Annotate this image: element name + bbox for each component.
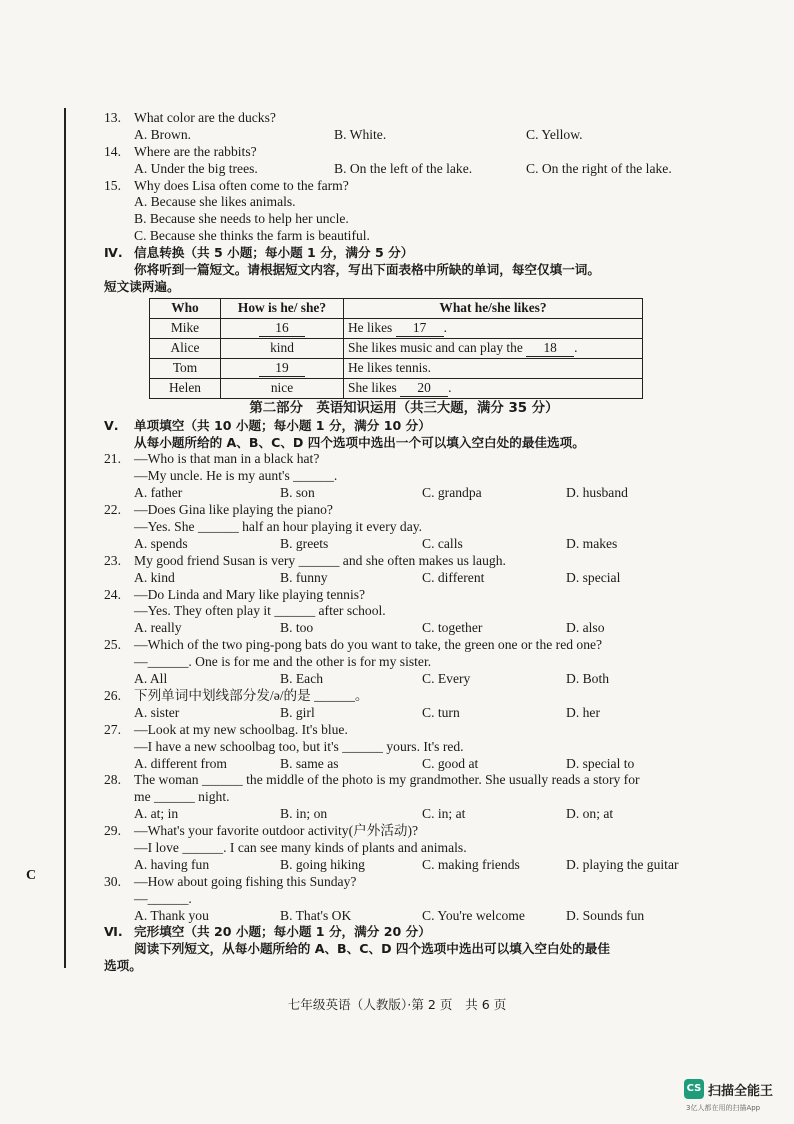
binding-margin-line — [64, 108, 66, 968]
section-5-heading: Ⅴ. 单项填空（共 10 小题；每小题 1 分，满分 10 分） — [104, 417, 431, 433]
question-options — [104, 620, 704, 637]
part-2-title: 第二部分 英语知识运用（共三大题，满分 35 分） — [249, 400, 559, 416]
question-line: —Yes. They often play it ______ after school. — [134, 603, 386, 619]
option: B. That's OK — [280, 907, 352, 923]
question-15: 15. Why does Lisa often come to the farm? — [104, 177, 349, 193]
column-header: Who — [150, 298, 221, 318]
option: C. different — [422, 569, 485, 585]
section-4-instruction: 你将听到一篇短文。请根据短文内容，写出下面表格中所缺的单词，每空仅填一词。 — [134, 262, 600, 278]
option: C. Yellow. — [526, 126, 583, 142]
table-row: Helen nice She likes 20 . — [150, 378, 643, 398]
question-13-options — [104, 127, 704, 144]
option: C. Every — [422, 671, 471, 687]
option: A. Brown. — [134, 126, 192, 142]
question-25: 25. —Which of the two ping-pong bats do you want to take, the green one or the red one? — [104, 637, 603, 653]
question-line: —I love ______. I can see many kinds of plants and animals. — [134, 839, 467, 855]
question-14-options — [104, 161, 704, 178]
option: B. greets — [280, 535, 329, 551]
answer-blank: 20 — [400, 380, 448, 397]
option: B. girl — [280, 704, 315, 720]
option: A. sister — [134, 704, 180, 720]
question-23: 23. My good friend Susan is very ______ and she often makes us laugh. — [104, 552, 506, 568]
question-13: 13. What color are the ducks? — [104, 110, 276, 125]
question-line: —My uncle. He is my aunt's ______. — [134, 468, 338, 484]
table-row: Tom 19 He likes tennis. — [150, 358, 643, 378]
watermark-name: 扫描全能王 — [708, 1084, 774, 1099]
question-line: —______. One is for me and the other is for my sister. — [134, 654, 432, 670]
option: B. On the left of the lake. — [334, 160, 473, 176]
watermark-tagline: 3亿人都在用的扫描App — [686, 1104, 761, 1112]
option: A. really — [134, 620, 182, 636]
question-21: 21. —Who is that man in a black hat? — [104, 451, 320, 467]
option: D. special to — [566, 755, 635, 771]
question-options — [104, 806, 704, 823]
option: A. Under the big trees. — [134, 160, 258, 176]
option: D. special — [566, 569, 621, 585]
option: A. at; in — [134, 806, 179, 822]
question-options — [104, 485, 704, 502]
option: B. too — [280, 620, 314, 636]
option: D. makes — [566, 535, 618, 551]
question-line: —______. — [134, 890, 192, 906]
question-options — [104, 857, 704, 874]
question-22: 22. —Does Gina like playing the piano? — [104, 502, 333, 518]
option: D. also — [566, 620, 605, 636]
option: C. turn — [422, 704, 460, 720]
question-options — [104, 705, 704, 722]
option: D. on; at — [566, 806, 614, 822]
question-options — [104, 570, 704, 587]
scanner-watermark — [684, 1079, 792, 1117]
option: B. going hiking — [280, 856, 365, 872]
side-mark: C — [26, 868, 37, 883]
table-row: Alice kind She likes music and can play the 18 . — [150, 338, 643, 358]
option: C. calls — [422, 535, 463, 551]
option: B. Because she needs to help her uncle. — [134, 211, 349, 227]
question-options — [104, 756, 704, 773]
option: A. Thank you — [134, 907, 209, 923]
section-6-heading: Ⅵ. 完形填空（共 20 小题；每小题 1 分，满分 20 分） — [104, 924, 431, 940]
option: C. Because she thinks the farm is beautiful. — [134, 228, 370, 244]
option: D. Both — [566, 671, 610, 687]
option: A. having fun — [134, 856, 210, 872]
question-line: —Yes. She ______ half an hour playing it every day. — [134, 519, 423, 535]
info-table — [149, 298, 643, 399]
answer-blank: 19 — [259, 360, 305, 377]
option: A. father — [134, 485, 183, 501]
question-28: 28. The woman ______ the middle of the photo is my grandmother. She usually reads a story for — [104, 772, 640, 788]
option: B. Each — [280, 671, 324, 687]
option: D. Sounds fun — [566, 907, 645, 923]
option: A. spends — [134, 535, 188, 551]
multiple-choice-list — [104, 451, 704, 924]
question-options — [104, 671, 704, 688]
option: A. different from — [134, 755, 227, 771]
answer-blank: 16 — [259, 320, 305, 337]
option: C. good at — [422, 755, 479, 771]
answer-blank: 18 — [526, 340, 574, 357]
section-6-instruction: 阅读下列短文，从每小题所给的 A、B、C、D 四个选项中选出可以填入空白处的最佳 — [134, 941, 610, 957]
option: A. All — [134, 671, 168, 687]
option: C. making friends — [422, 856, 520, 872]
table-row: Mike 16 He likes 17 . — [150, 318, 643, 338]
answer-blank: 17 — [396, 320, 444, 337]
option: D. playing the guitar — [566, 856, 679, 872]
page-footer: 七年级英语（人教版）·第 2 页 共 6 页 — [287, 997, 507, 1012]
option: B. son — [280, 485, 315, 501]
option: B. in; on — [280, 806, 328, 822]
option: D. husband — [566, 485, 628, 501]
option: C. You're welcome — [422, 907, 525, 923]
question-line: —I have a new schoolbag too, but it's ______ yours. It's red. — [134, 738, 464, 754]
question-24: 24. —Do Linda and Mary like playing tennis? — [104, 586, 366, 602]
option: C. in; at — [422, 806, 466, 822]
section-5-instruction: 从每小题所给的 A、B、C、D 四个选项中选出一个可以填入空白处的最佳选项。 — [134, 434, 585, 450]
section-4-heading: Ⅳ. 信息转换（共 5 小题；每小题 1 分，满分 5 分） — [104, 245, 414, 261]
question-options — [104, 908, 704, 925]
question-30: 30. —How about going fishing this Sunday? — [104, 873, 357, 889]
option: C. grandpa — [422, 485, 482, 501]
cs-logo-icon: CS — [684, 1079, 704, 1099]
option: B. same as — [280, 755, 339, 771]
option: D. her — [566, 704, 600, 720]
question-26: 26. 下列单词中划线部分发/ə/的是 ______。 — [104, 687, 369, 703]
question-27: 27. —Look at my new schoolbag. It's blue. — [104, 721, 348, 737]
question-14: 14. Where are the rabbits? — [104, 143, 257, 159]
question-line: me ______ night. — [134, 789, 230, 805]
option: B. funny — [280, 569, 328, 585]
option: A. kind — [134, 569, 175, 585]
option: C. On the right of the lake. — [526, 160, 672, 176]
option: A. Because she likes animals. — [134, 194, 296, 210]
exam-content: 13. What color are the ducks? A. Brown. B. White. C. Yellow. 14. Where are the rabbits? A. Under the big trees. B. On the left of the lake. C. On the right of the lake. 15. Why does Lisa often come to the farm? A. Because she likes animals. B. Because she needs to help her uncle. C. Because she thinks the farm is beautiful. Ⅳ. 信息转换（共 5 小题；每小题 1 分，满分 5 分） 你将听到一篇短文。请根据短文内容，写出下面表格中所缺的单词，每空仅填一词。 短文读两遍。 Who How is he/ she? What he/she likes? Mike 16 He likes 17 . Alice kind She likes music and can play the 18 . Tom 19 He likes tennis. Helen nice She likes 20 . 第二部分 英语知识运用（共三大题，满分 35 分） Ⅴ. 单项填空（共 10 小题；每小题 1 分，满分 10 分） 从每小题所给的 A、B、C、D 四个选项中选出一个可以填入空白处的最佳选项。 21. —Who is that man in a black hat? —My uncle. He is my aunt's ______. A. father B. son C. grandpa D. husband 22. —Does Gina like playing the piano? —Yes. She ______ half an hour playing it every day. A. spends B. greets C. calls D. makes 23. My good friend Susan is very ______ and she often makes us laugh. A. kind B. funny C. different D. special 24. —Do Linda and Mary like playing tennis? —Yes. They often play it ______ after school. A. really B. too C. together D. also 25. —Which of the two ping-pong bats do you want to take, the green one or the red one? —______. One is for me and the other is for my sister. A. All B. Each C. Every D. Both 26. 下列单词中划线部分发/ə/的是 ______。 A. sister B. girl C. turn D. her 27. —Look at my new schoolbag. It's blue. —I have a new schoolbag too, but it's ______ yours. It's red. A. different from B. same as C. good at D. special to 28. The woman ______ the middle of the photo is my grandmother. She usually reads a story for me ______ night. A. at; in B. in; on C. in; at D. on; at 29. —What's your favorite outdoor activity(户外活动)? —I love ______. I can see many kinds of plants and animals. A. having fun B. going hiking C. making friends D. playing the guitar 30. —How about going fishing this Sunday? —______. A. Thank you B. That's OK C. You're welcome D. Sounds fun Ⅵ. 完形填空（共 20 小题；每小题 1 分，满分 20 分） 阅读下列短文，从每小题所给的 A、B、C、D 四个选项中选出可以填入空白处的最佳 选项。 — [104, 110, 704, 975]
option: B. White. — [334, 126, 387, 142]
question-options — [104, 536, 704, 553]
option: C. together — [422, 620, 483, 636]
table-header-row — [150, 298, 643, 318]
question-29: 29. —What's your favorite outdoor activity(户外活动)? — [104, 823, 419, 839]
column-header: How is he/ she? — [221, 298, 344, 318]
column-header: What he/she likes? — [344, 298, 643, 318]
